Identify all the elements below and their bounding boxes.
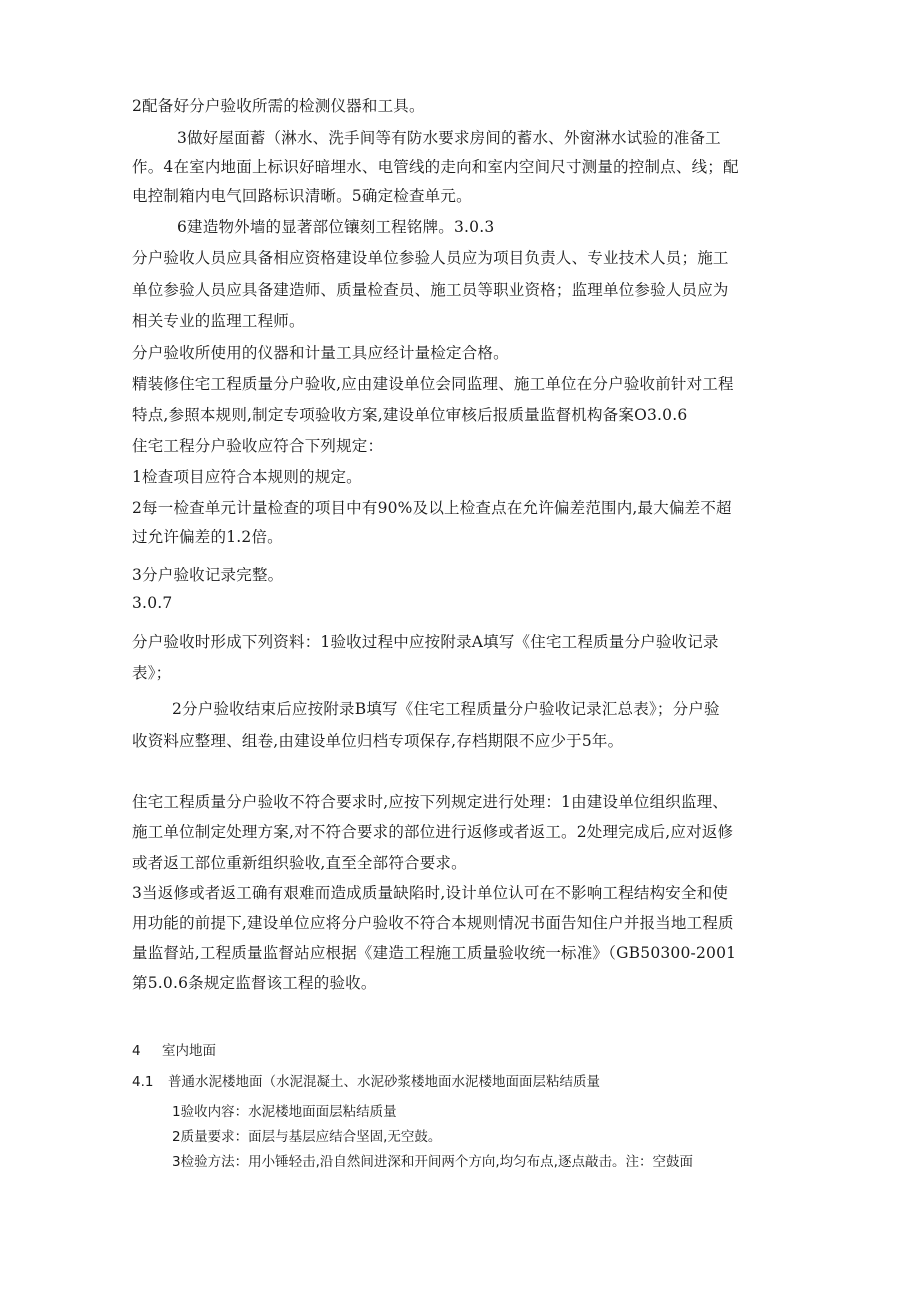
paragraph-line: 或者返工部位重新组织验收,直至全部符合要求。 (132, 854, 467, 872)
paragraph-line: 3.0.7 (132, 594, 173, 612)
paragraph-line: 精装修住宅工程质量分户验收,应由建设单位会同监理、施工单位在分户验收前针对工程 (132, 375, 734, 393)
paragraph-line: 2分户验收结束后应按附录B填写《住宅工程质量分户验收记录汇总表》；分户验 (172, 700, 720, 718)
paragraph-line: 用功能的前提下,建设单位应将分户验收不符合本规则情况书面告知住户并报当地工程质 (132, 914, 734, 932)
section-number: 4 (132, 1043, 141, 1059)
paragraph-line: 过允许偏差的1.2倍。 (132, 528, 283, 546)
paragraph-line: 收资料应整理、组卷,由建设单位归档专项保存,存档期限不应少于5年。 (132, 732, 624, 750)
paragraph-line: 相关专业的监理工程师。 (132, 312, 305, 330)
paragraph-line: 3分户验收记录完整。 (132, 566, 284, 584)
paragraph-line: 电控制箱内电气回路标识清晰。5确定检查单元。 (132, 187, 472, 205)
section-title: 室内地面 (162, 1043, 216, 1059)
paragraph-line: 住宅工程质量分户验收不符合要求时,应按下列规定进行处理：1由建设单位组织监理、 (132, 793, 729, 811)
list-item: 3检验方法：用小锤轻击,沿自然间进深和开间两个方向,均匀布点,逐点敲击。注：空鼓面 (172, 1154, 693, 1170)
paragraph-line: 施工单位制定处理方案,对不符合要求的部位进行返修或者返工。2处理完成后,应对返修 (132, 823, 734, 841)
paragraph-line: 表》； (132, 664, 172, 682)
subsection-number: 4.1 (132, 1074, 154, 1090)
list-item: 1验收内容：水泥楼地面面层粘结质量 (172, 1104, 397, 1120)
paragraph-line: 单位参验人员应具备建造师、质量检查员、施工员等职业资格；监理单位参验人员应为 (132, 281, 729, 299)
paragraph-line: 特点,参照本规则,制定专项验收方案,建设单位审核后报质量监督机构备案O3.0.6 (132, 406, 688, 424)
paragraph-line: 3当返修或者返工确有艰难而造成质量缺陷时,设计单位认可在不影响工程结构安全和使 (132, 884, 729, 902)
paragraph-line: 3做好屋面蓄（淋水、洗手间等有防水要求房间的蓄水、外窗淋水试验的准备工 (177, 129, 721, 147)
paragraph-line: 住宅工程分户验收应符合下列规定： (132, 437, 384, 455)
paragraph-line: 2配备好分户验收所需的检测仪器和工具。 (132, 97, 425, 115)
paragraph-line: 6建造物外墙的显著部位镶刻工程铭牌。3.0.3 (177, 218, 495, 236)
paragraph-line: 分户验收时形成下列资料：1验收过程中应按附录A填写《住宅工程质量分户验收记录 (132, 633, 719, 651)
subsection-title: 普通水泥楼地面（水泥混凝土、水泥砂浆楼地面水泥楼地面面层粘结质量 (168, 1074, 600, 1090)
paragraph-line: 分户验收所使用的仪器和计量工具应经计量检定合格。 (132, 344, 509, 362)
list-item: 2质量要求：面层与基层应结合坚固,无空鼓。 (172, 1129, 442, 1145)
paragraph-line: 分户验收人员应具备相应资格建设单位参验人员应为项目负责人、专业技术人员；施工 (132, 249, 729, 267)
paragraph-line: 作。4在室内地面上标识好暗埋水、电管线的走向和室内空间尺寸测量的控制点、线；配 (132, 158, 739, 176)
paragraph-line: 第5.0.6条规定监督该工程的验收。 (132, 974, 377, 992)
paragraph-line: 1检查项目应符合本规则的规定。 (132, 468, 362, 486)
paragraph-line: 2每一检查单元计量检查的项目中有90%及以上检查点在允许偏差范围内,最大偏差不超 (132, 499, 732, 517)
paragraph-line: 量监督站,工程质量监督站应根据《建造工程施工质量验收统一标准》（GB50300-2001 (132, 944, 737, 962)
